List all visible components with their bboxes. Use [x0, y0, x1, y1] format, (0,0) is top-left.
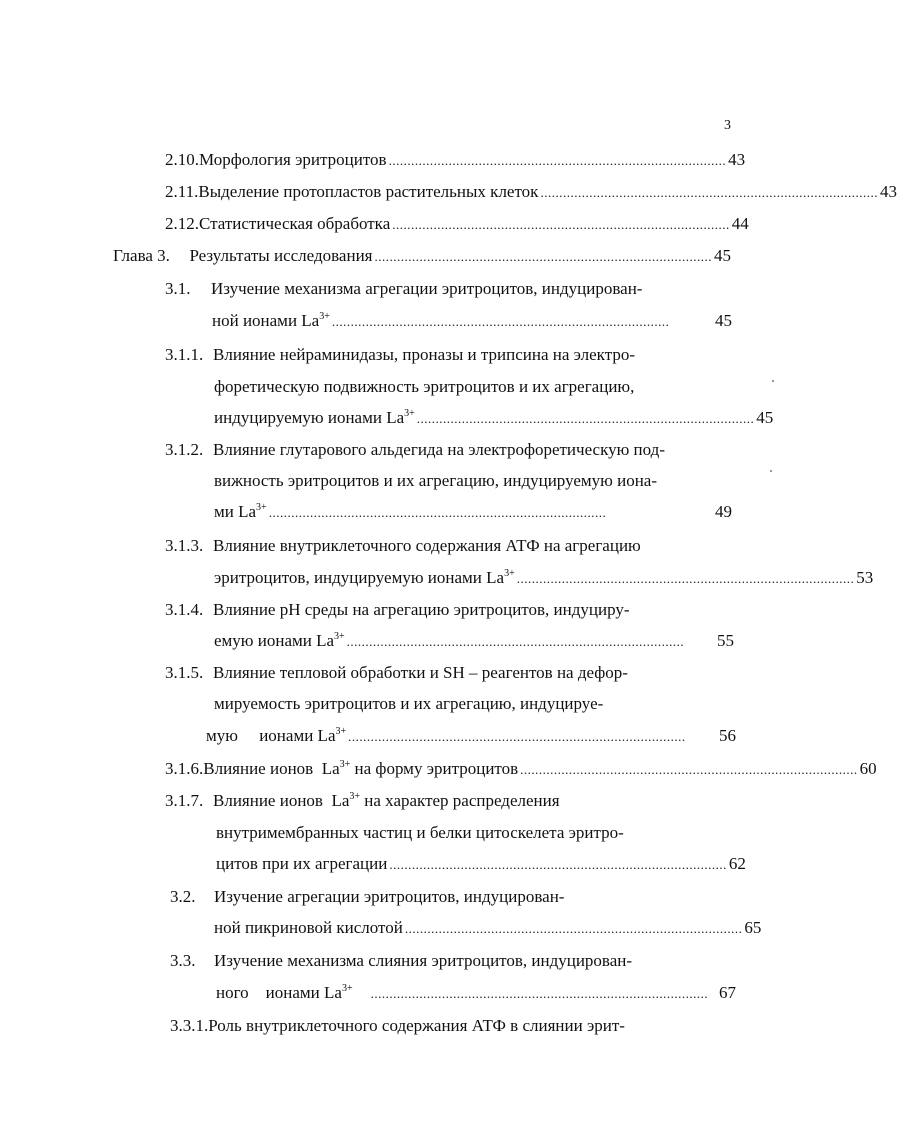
toc-entry-page: 45 [756, 408, 774, 427]
toc-entry-number: 3.1.2. [165, 440, 204, 459]
toc-entry-title: Влияние тепловой обработки и SH – реагентов на дефор- [213, 663, 628, 682]
toc-leader-dots: .......................................................................................... [520, 762, 858, 777]
toc-entry-number: 2.10. [165, 150, 199, 169]
toc-entry-number: 3.1.7. [165, 791, 204, 810]
superscript: 3+ [504, 568, 515, 579]
scan-speck [770, 470, 772, 472]
toc-entry-title: мируемость эритроцитов и их агрегацию, индуцируе- [214, 694, 604, 713]
toc-leader-dots: .......................................................................................... [404, 921, 743, 936]
toc-entry-page: 55 [717, 631, 734, 650]
toc-entry-line [212, 308, 732, 334]
toc-entry-line [165, 276, 735, 302]
toc-entry-line [165, 437, 740, 463]
superscript: 3+ [349, 791, 361, 802]
toc-entry-number: 3.3. [170, 951, 196, 970]
toc-entry-line [216, 851, 746, 877]
superscript: 3+ [335, 726, 347, 737]
toc-entry-title: Влияние pH среды на агрегацию эритроцитов, индуциру- [213, 600, 630, 619]
toc-entry-title: внутримембранных частиц и белки цитоскелета эритро- [216, 823, 624, 842]
toc-entry-line [214, 499, 732, 525]
toc-leader-dots: .......................................................................................... [388, 153, 727, 168]
toc-leader-dots: .......................................................................................... [374, 249, 712, 264]
toc-entry-line [170, 884, 730, 910]
toc-entry-number: 3.1.4. [165, 600, 204, 619]
toc-leader-dots: .......................................................................................... [268, 505, 607, 520]
toc-entry-page: 45 [714, 246, 731, 265]
toc-entry-line [165, 660, 735, 686]
toc-entry-page: 67 [719, 983, 736, 1002]
toc-leader-dots: .......................................................................................... [389, 857, 727, 872]
toc-entry-page: 53 [856, 568, 874, 587]
superscript: 3+ [256, 502, 267, 513]
toc-entry-title: Статистическая обработка [199, 214, 391, 233]
toc-leader-dots: .......................................................................................... [370, 986, 709, 1001]
toc-entry-page: 44 [731, 214, 749, 233]
toc-entry-title: Влияние глутарового альдегида на электрофоретическую под- [213, 440, 665, 459]
toc-leader-dots: .......................................................................................... [331, 314, 670, 329]
toc-leader-dots: .......................................................................................... [348, 729, 686, 744]
toc-entry-number: 3.1.6. [165, 759, 204, 778]
toc-entry-line [165, 533, 735, 559]
toc-chapter-title: Результаты исследования [189, 246, 373, 265]
toc-entry-title: Изучение механизма слияния эритроцитов, индуцирован- [214, 951, 633, 970]
page-number: 3 [724, 118, 731, 133]
toc-entry-line [165, 342, 735, 368]
toc-entry-line [165, 788, 735, 814]
toc-entry-title: Роль внутриклеточного содержания АТФ в слиянии эрит- [208, 1016, 625, 1035]
toc-entry-number: 3.1. [165, 279, 191, 298]
superscript: 3+ [339, 759, 351, 770]
toc-entry-title: Влияние ионов $La^{3+}$ на форму эритроцитов [203, 759, 519, 778]
toc-entry-line [216, 820, 736, 846]
toc-entry-title: вижность эритроцитов и их агрегацию, индуцируемую иона- [214, 471, 657, 490]
toc-entry-title: емую ионами $La^{3+}$ [214, 631, 345, 650]
toc-chapter-entry [113, 243, 731, 269]
toc-entry-line [214, 468, 734, 494]
toc-entry-page: 60 [859, 759, 877, 778]
toc-entry-number: 2.11. [165, 182, 199, 201]
toc-entry [165, 179, 897, 205]
toc-entry-title: ного ионами $La^{3+}$ [216, 983, 353, 1002]
toc-entry-title: ной пикриновой кислотой [214, 918, 403, 937]
toc-entry-page: 49 [715, 502, 732, 521]
toc-leader-dots: .......................................................................................... [392, 217, 730, 232]
toc-entry-line [206, 723, 736, 749]
toc-entry-line [170, 1013, 740, 1039]
superscript: 3+ [341, 983, 353, 994]
toc-entry-line [216, 980, 736, 1006]
toc-entry-title: Влияние ионов $La^{3+}$ на характер распределения [213, 791, 560, 810]
toc-entry-number: 3.2. [170, 887, 196, 906]
toc-entry-number: 2.12. [165, 214, 199, 233]
toc-entry-page: 43 [879, 182, 897, 201]
toc-entry [165, 147, 746, 173]
toc-entry-number: 3.1.3. [165, 536, 204, 555]
toc-entry-line [214, 691, 734, 717]
toc-entry-title: индуцируемую ионами $La^{3+}$ [214, 408, 415, 427]
toc-entry-number: 3.1.5. [165, 663, 204, 682]
toc-entry-page: 43 [728, 150, 746, 169]
toc-entry-title: Изучение агрегации эритроцитов, индуцирован- [214, 887, 565, 906]
toc-chapter-number: Глава 3. [113, 246, 170, 265]
toc-leader-dots: .......................................................................................... [540, 185, 878, 200]
toc-entry [165, 211, 749, 237]
superscript: 3+ [404, 408, 415, 419]
superscript: 3+ [334, 631, 345, 642]
toc-entry-page: 45 [715, 311, 732, 330]
toc-entry-title: цитов при их агрегации [216, 854, 388, 873]
toc-entry-title: Морфология эритроцитов [199, 150, 387, 169]
toc-entry-title: ми $La^{3+}$ [214, 502, 267, 521]
toc-entry-line [214, 374, 734, 400]
toc-leader-dots: .......................................................................................... [346, 634, 685, 649]
toc-entry-title: Изучение механизма агрегации эритроцитов, индуцирован- [211, 279, 643, 298]
toc-entry-line [214, 565, 874, 591]
toc-leader-dots: .......................................................................................... [516, 571, 855, 586]
toc-entry-title: эритроцитов, индуцируемую ионами $La^{3+}$ [214, 568, 515, 587]
toc-entry-title: Влияние внутриклеточного содержания АТФ на агрегацию [213, 536, 641, 555]
toc-entry-page: 62 [728, 854, 746, 873]
toc-entry-line [214, 915, 762, 941]
toc-entry-line [170, 948, 740, 974]
toc-entry [165, 756, 877, 782]
toc-entry-page: 56 [719, 726, 736, 745]
toc-entry-line [214, 405, 774, 431]
toc-entry-title: форетическую подвижность эритроцитов и их агрегацию, [214, 377, 635, 396]
scan-speck [772, 380, 774, 382]
toc-entry-line [214, 628, 734, 654]
toc-entry-title: мую ионами $La^{3+}$ [206, 726, 347, 745]
toc-entry-line [165, 597, 735, 623]
toc-leader-dots: .......................................................................................... [416, 411, 755, 426]
toc-entry-number: 3.3.1. [170, 1016, 209, 1035]
toc-entry-number: 3.1.1. [165, 345, 204, 364]
toc-entry-title: Выделение протопластов растительных клеток [198, 182, 539, 201]
toc-entry-title: Влияние нейраминидазы, проназы и трипсина на электро- [213, 345, 635, 364]
toc-entry-title: ной ионами $La^{3+}$ [212, 311, 330, 330]
superscript: 3+ [319, 311, 330, 322]
toc-entry-page: 65 [744, 918, 762, 937]
